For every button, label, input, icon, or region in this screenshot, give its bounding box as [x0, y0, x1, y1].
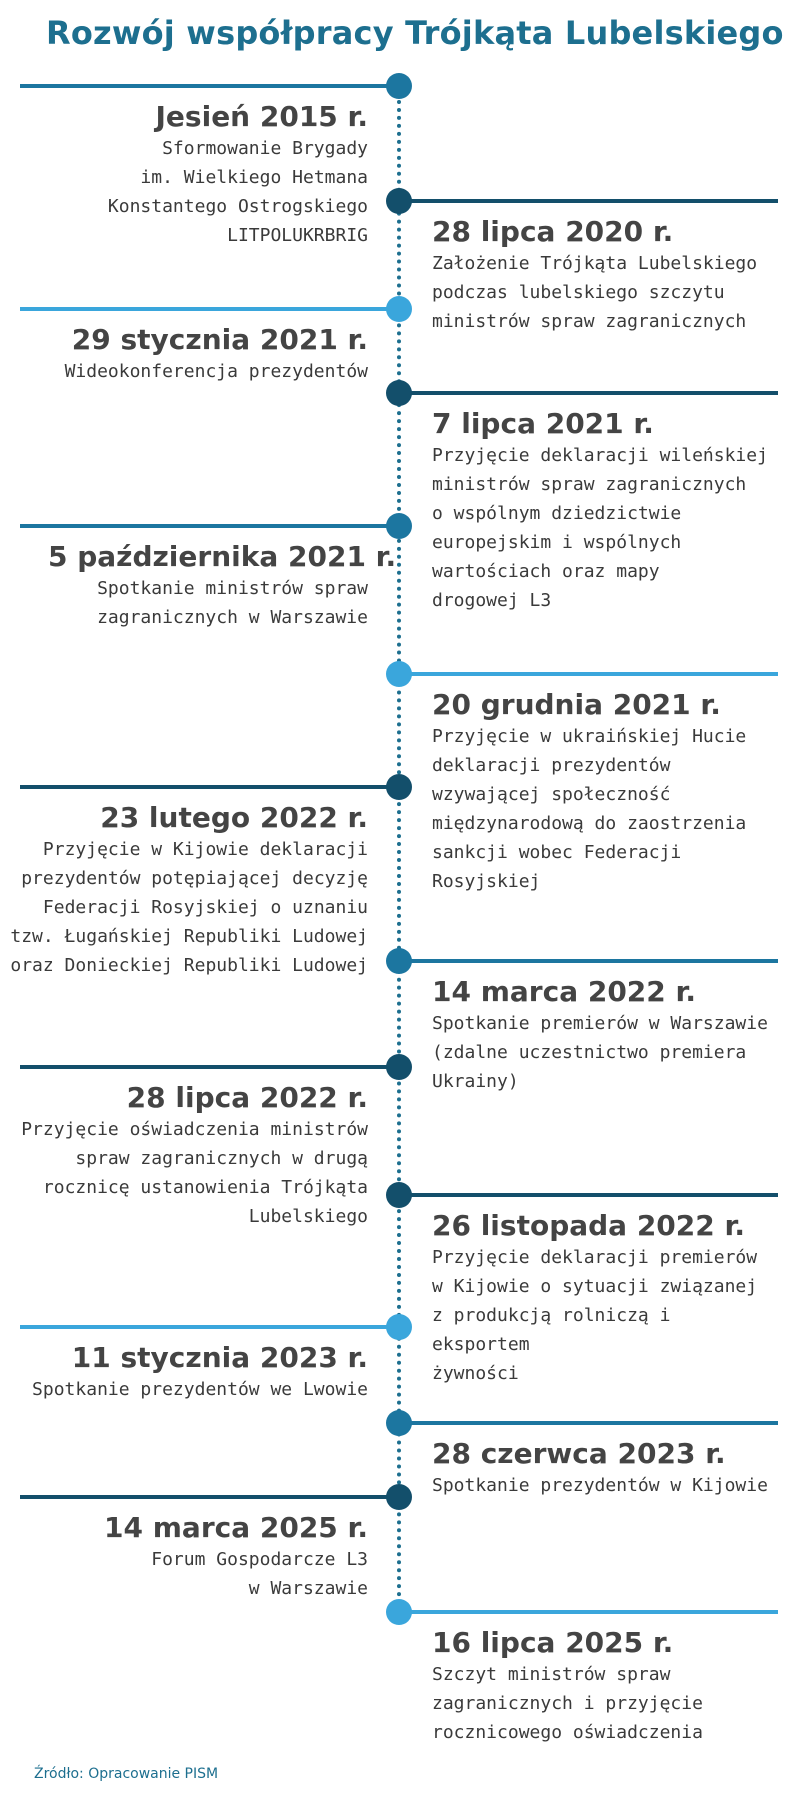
event-node — [386, 948, 412, 974]
event-node — [386, 661, 412, 687]
event-connector — [398, 199, 778, 203]
timeline-event — [0, 1341, 368, 1404]
event-date: 7 lipca 2021 r. — [432, 407, 654, 440]
event-date: 14 marca 2022 r. — [432, 975, 696, 1008]
event-description: Przyjęcie w Kijowie deklaracji prezydentów potępiającej decyzję Federacji Rosyjskiej o uznaniu tzw. Ługańskiej Republiki Ludowej oraz Donieckiej Republiki Ludowej — [10, 839, 368, 976]
event-date: 29 stycznia 2021 r. — [71, 323, 368, 356]
event-date: 20 grudnia 2021 r. — [432, 688, 721, 721]
event-date: 28 lipca 2022 r. — [126, 1081, 368, 1114]
event-node — [386, 1054, 412, 1080]
event-connector — [398, 672, 778, 676]
timeline-event — [48, 100, 368, 250]
event-connector — [398, 1193, 778, 1197]
event-connector — [20, 84, 400, 88]
event-description: Spotkanie prezydentów we Lwowie — [32, 1379, 368, 1400]
timeline-event — [0, 1081, 368, 1231]
event-date: Jesień 2015 r. — [155, 100, 368, 133]
timeline-event — [48, 1511, 368, 1603]
event-node — [386, 1410, 412, 1436]
timeline-event — [432, 215, 772, 336]
event-description: Założenie Trójkąta Lubelskiego podczas lubelskiego szczytu ministrów spraw zagranicznych — [432, 253, 758, 332]
timeline-event — [0, 801, 368, 980]
event-description: Przyjęcie w ukraińskiej Hucie deklaracji prezydentów wzywającej społeczność międzynarodową do zaostrzenia sankcji wobec Federacji Rosyjskiej — [432, 726, 747, 892]
event-date: 14 marca 2025 r. — [104, 1511, 368, 1544]
event-description: Spotkanie prezydentów w Kijowie — [432, 1475, 768, 1496]
event-connector — [20, 524, 400, 528]
timeline-event — [432, 1626, 772, 1747]
event-date: 28 lipca 2020 r. — [432, 215, 674, 248]
page-title: Rozwój współpracy Trójkąta Lubelskiego — [46, 14, 784, 52]
timeline-event — [432, 1209, 772, 1388]
event-node — [386, 1314, 412, 1340]
event-date: 11 stycznia 2023 r. — [71, 1341, 368, 1374]
timeline-event — [48, 323, 368, 386]
event-connector — [398, 1421, 778, 1425]
event-node — [386, 1182, 412, 1208]
event-description: Szczyt ministrów spraw zagranicznych i przyjęcie rocznicowego oświadczenia — [432, 1664, 703, 1743]
event-description: Forum Gospodarcze L3 w Warszawie — [151, 1549, 368, 1599]
event-node — [386, 380, 412, 406]
event-description: Spotkanie premierów w Warszawie (zdalne uczestnictwo premiera Ukrainy) — [432, 1013, 768, 1092]
timeline-event — [432, 975, 800, 1096]
event-connector — [398, 959, 778, 963]
event-node — [386, 1599, 412, 1625]
source-note: Źródło: Opracowanie PISM — [34, 1766, 219, 1782]
event-node — [386, 513, 412, 539]
event-connector — [20, 1495, 400, 1499]
event-connector — [20, 1325, 400, 1329]
timeline-event — [48, 540, 397, 632]
event-connector — [398, 1610, 778, 1614]
event-description: Przyjęcie oświadczenia ministrów spraw zagranicznych w drugą rocznicę ustanowienia Trójkąta Lubelskiego — [21, 1119, 368, 1227]
event-description: Wideokonferencja prezydentów — [64, 361, 368, 382]
event-description: Przyjęcie deklaracji wileńskiej ministrów spraw zagranicznych o wspólnym dziedzictwie europejskim i wspólnych wartościach oraz mapy drogowej L3 — [432, 445, 768, 611]
event-description: Sformowanie Brygady im. Wielkiego Hetmana Konstantego Ostrogskiego LITPOLUKRBRIG — [107, 138, 368, 246]
event-date: 28 czerwca 2023 r. — [432, 1437, 726, 1470]
event-node — [386, 1484, 412, 1510]
event-node — [386, 188, 412, 214]
event-node — [386, 296, 412, 322]
event-node — [386, 73, 412, 99]
event-date: 23 lutego 2022 r. — [100, 801, 368, 834]
event-connector — [20, 785, 400, 789]
timeline-event — [432, 1437, 772, 1500]
event-description: Spotkanie ministrów spraw zagranicznych w Warszawie — [97, 578, 368, 628]
event-date: 5 października 2021 r. — [48, 540, 397, 573]
event-connector — [20, 307, 400, 311]
timeline-event — [432, 688, 772, 896]
event-connector — [20, 1065, 400, 1069]
event-date: 26 listopada 2022 r. — [432, 1209, 745, 1242]
event-node — [386, 774, 412, 800]
event-description: Przyjęcie deklaracji premierów w Kijowie o sytuacji związanej z produkcją rolniczą i eksportem żywności — [432, 1247, 758, 1384]
event-date: 16 lipca 2025 r. — [432, 1626, 674, 1659]
event-connector — [398, 391, 778, 395]
timeline-event — [432, 407, 772, 615]
